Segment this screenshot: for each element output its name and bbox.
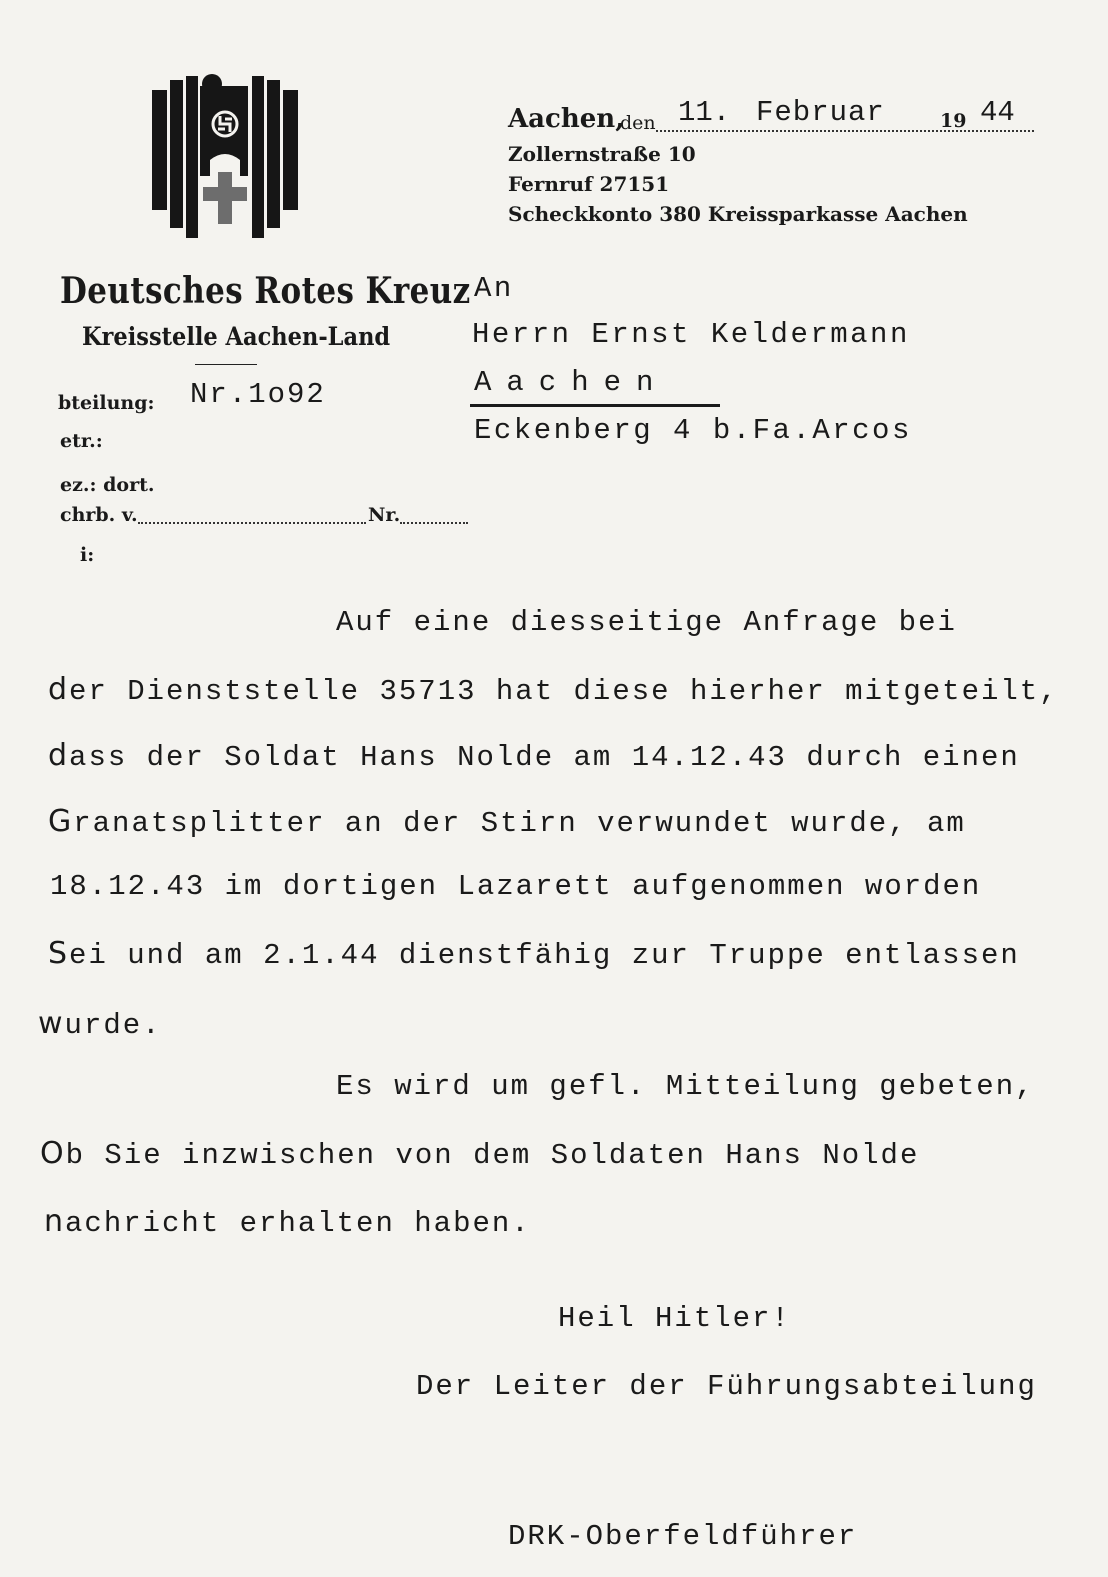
date-prefix: den [620,112,656,134]
recipient-name: Herrn Ernst Keldermann [472,318,910,351]
ref-label-subject: etr.: [60,430,103,452]
body-line: Es wird um gefl. Mitteilung gebeten, [336,1070,1035,1103]
date-month: Februar [756,96,885,129]
date-year: 44 [980,96,1015,129]
sender-phone: Fernruf 27151 [508,172,670,196]
body-line: dass der Soldat Hans Nolde am 14.12.43 durch einen [48,738,1020,774]
date-century: 19 [940,110,967,132]
body-line: der Dienststelle 35713 hat diese hierher mitgeteilt, [48,672,1059,708]
ref-label-reference: ez.: dort. [60,474,155,496]
recipient-street: Eckenberg 4 b.Fa.Arcos [474,414,912,447]
body-line: Auf eine diesseitige Anfrage bei [336,606,957,639]
body-line: 18.12.43 im dortigen Lazarett aufgenommen worden [50,870,982,903]
sender-street: Zollernstraße 10 [508,142,696,166]
closing-rank: DRK-Oberfeldführer [508,1520,858,1553]
organization-name: Deutsches Rotes Kreuz [60,270,471,312]
divider [195,364,257,365]
body-line: wurde. [38,1006,162,1042]
dotted-rule [138,522,366,524]
body-line: Granatsplitter an der Stirn verwundet wurde, am [48,804,966,840]
place-name: Aachen, [508,104,625,134]
recipient-salutation: An [474,272,514,305]
closing-greeting: Heil Hitler! [558,1302,791,1335]
sender-bank-account: Scheckkonto 380 Kreissparkasse Aachen [508,202,968,226]
body-line: nachricht erhalten haben. [44,1204,531,1240]
reference-number: Nr.1o92 [190,378,326,411]
ref-label-nr: Nr. [368,504,401,526]
organization-subtitle: Kreisstelle Aachen-Land [82,322,391,351]
ref-label-letter-of: chrb. v. [60,504,138,526]
body-line: Sei und am 2.1.44 dienstfähig zur Truppe entlassen [48,936,1020,972]
dotted-rule [400,522,468,524]
date-dotted-rule [656,130,1034,132]
drk-eagle-emblem-icon [150,72,300,242]
recipient-city: Aachen [474,366,669,399]
city-underline [470,404,720,407]
ref-label-misc: i: [80,544,95,566]
closing-title: Der Leiter der Führungsabteilung [416,1370,1037,1403]
date-day: 11. [678,96,731,129]
ref-label-department: bteilung: [58,392,155,414]
body-line: Ob Sie inzwischen von dem Soldaten Hans Nolde [40,1136,920,1172]
